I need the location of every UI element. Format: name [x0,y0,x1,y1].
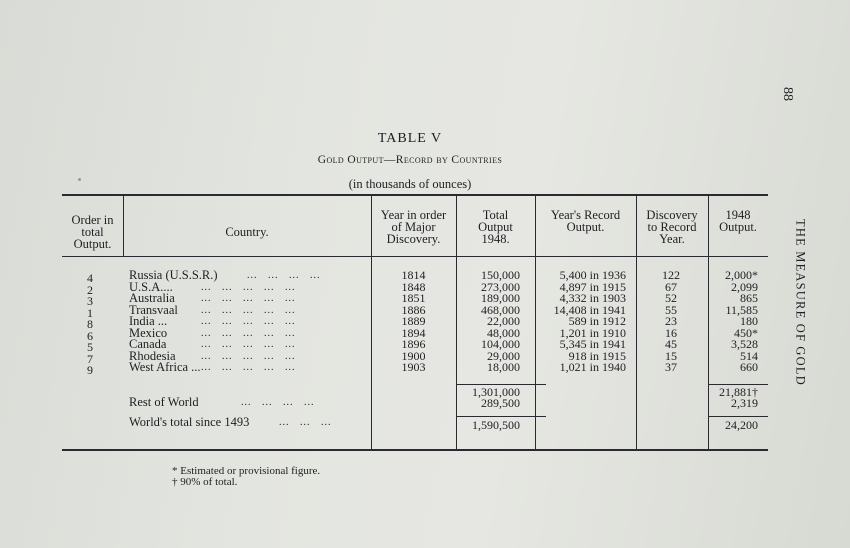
country-cell: Transvaal [129,302,178,317]
record-cell: 1,021 in 1940 [559,360,626,374]
world-1948: 24,200 [725,417,758,432]
rank-column [82,273,98,377]
discovery-cell: 23 [665,314,677,328]
rank-cell: 4 [87,271,93,285]
year-cell: 1903 [401,360,426,374]
total-cell: 18,000 [487,360,520,374]
header-country: Country. [225,225,269,239]
country-cell: Rhodesia [129,348,176,363]
discovery-cell: 67 [665,279,677,294]
discovery-cell: 122 [662,268,680,282]
year-cell: 1851 [401,291,426,305]
total-cell: 189,000 [481,291,520,305]
header-discovery: Discovery to Record Year. [646,208,698,246]
output-1948-cell: 660 [740,360,758,374]
record-cell: 4,332 in 1903 [559,291,626,305]
rank-cell: 3 [87,294,93,308]
output-1948-cell: 514 [740,348,758,363]
record-cell: 589 in 1912 [568,314,626,328]
record-cell: 14,408 in 1941 [553,302,626,317]
total-cell: 468,000 [481,302,520,317]
discovery-cell: 37 [665,360,677,374]
col-divider-6 [708,196,709,449]
output-1948-cell: 3,528 [731,337,758,351]
discovery-cell: 52 [665,291,677,305]
country-column: Russia (U.S.S.R.) ... ... ... ... U.S.A.... ... ... ... ... ... Australia ... ... ... ... ... Transvaal ... ... ... ... ... India ... ... ... ... ... ... Mexico ... ... ... ... ... Canada ... ... ... ... ... Rhodesia ... ... ... ... ... West Africa ... ... ... ... ... ... Rest of World ... ... ... ... World's total since 1493 ... ... ... [129,268,332,429]
country-cell: U.S.A.... [129,279,173,294]
rank-cell: 9 [87,363,93,377]
table-title: Gold Output—Record by Countries [317,154,503,166]
discovery-cell: 45 [665,337,677,351]
record-cell: 5,345 in 1941 [559,337,626,351]
running-head: THE MEASURE OF GOLD [793,219,808,386]
header-rule [62,256,768,257]
header-rank: Order in total Output. [71,213,114,251]
rank-cell: 6 [87,328,93,343]
year-column [371,270,456,374]
country-cell: West Africa ... [129,360,201,374]
subtotal-total: 1,301,000 [472,384,520,399]
year-cell: 1814 [401,268,426,282]
record-cell: 1,201 in 1910 [559,325,626,340]
total-cell: 22,000 [487,314,520,328]
total-cell: 29,000 [487,348,520,363]
header-record: Year's Record Output. [550,208,621,234]
header-year: Year in order of Major Discovery. [380,208,447,246]
footnote-percent: † 90% of total. [172,476,238,488]
rest-total: 289,500 [481,396,520,410]
output-1948-cell: 2,000* [725,268,758,282]
output-1948-cell: 11,585 [725,302,758,317]
table-label: TABLE V [377,131,443,146]
bottom-rule [62,449,768,451]
record-cell: 4,897 in 1915 [559,279,626,294]
year-cell: 1896 [401,337,426,351]
output-1948-cell: 180 [740,314,758,328]
header-total: Total Output 1948. [478,208,513,246]
year-cell: 1894 [401,325,426,340]
page-number: 88 [780,87,795,101]
rest-1948: 2,319 [731,396,758,410]
subtotal-1948: 21,881† [719,384,758,399]
rank-cell: 8 [87,317,93,331]
total-cell: 104,000 [481,337,520,351]
world-total-label: World's total since 1493 [129,415,250,429]
country-cell: India ... [129,314,168,328]
world-total: 1,590,500 [472,417,520,432]
country-cell: Canada [129,337,167,351]
year-cell: 1886 [401,302,426,317]
footnote-estimated: * Estimated or provisional figure. [172,465,321,477]
year-cell: 1889 [401,314,426,328]
output-1948-cell: 450* [734,325,758,340]
discovery-cell: 15 [665,348,677,363]
top-rule [62,194,768,196]
discovery-column [638,270,704,374]
discovery-cell: 55 [665,302,677,317]
rank-cell: 2 [87,282,93,297]
year-cell: 1848 [401,279,426,294]
rest-of-world-label: Rest of World [129,394,199,409]
year-cell: 1900 [401,348,426,363]
country-cell: Australia [129,291,175,305]
country-cell: Russia (U.S.S.R.) [129,268,218,282]
table-units: (in thousands of ounces) [348,177,472,191]
record-cell: 5,400 in 1936 [559,268,626,282]
footnotes [172,466,320,488]
output-1948-column [710,270,758,431]
total-cell: 48,000 [487,325,520,340]
rank-cell: 1 [87,305,93,320]
total-cell: 150,000 [481,268,520,282]
rank-cell: 5 [87,340,93,354]
rank-cell: 7 [87,351,93,366]
record-column [534,270,626,374]
country-cell: Mexico [129,325,168,340]
total-column [460,270,520,431]
header-1948: 1948 Output. [719,208,757,234]
record-cell: 918 in 1915 [568,348,626,363]
output-1948-cell: 865 [740,291,758,305]
total-cell: 273,000 [481,279,520,294]
output-1948-cell: 2,099 [731,279,758,294]
gold-output-table [62,194,768,450]
discovery-cell: 16 [665,325,677,340]
